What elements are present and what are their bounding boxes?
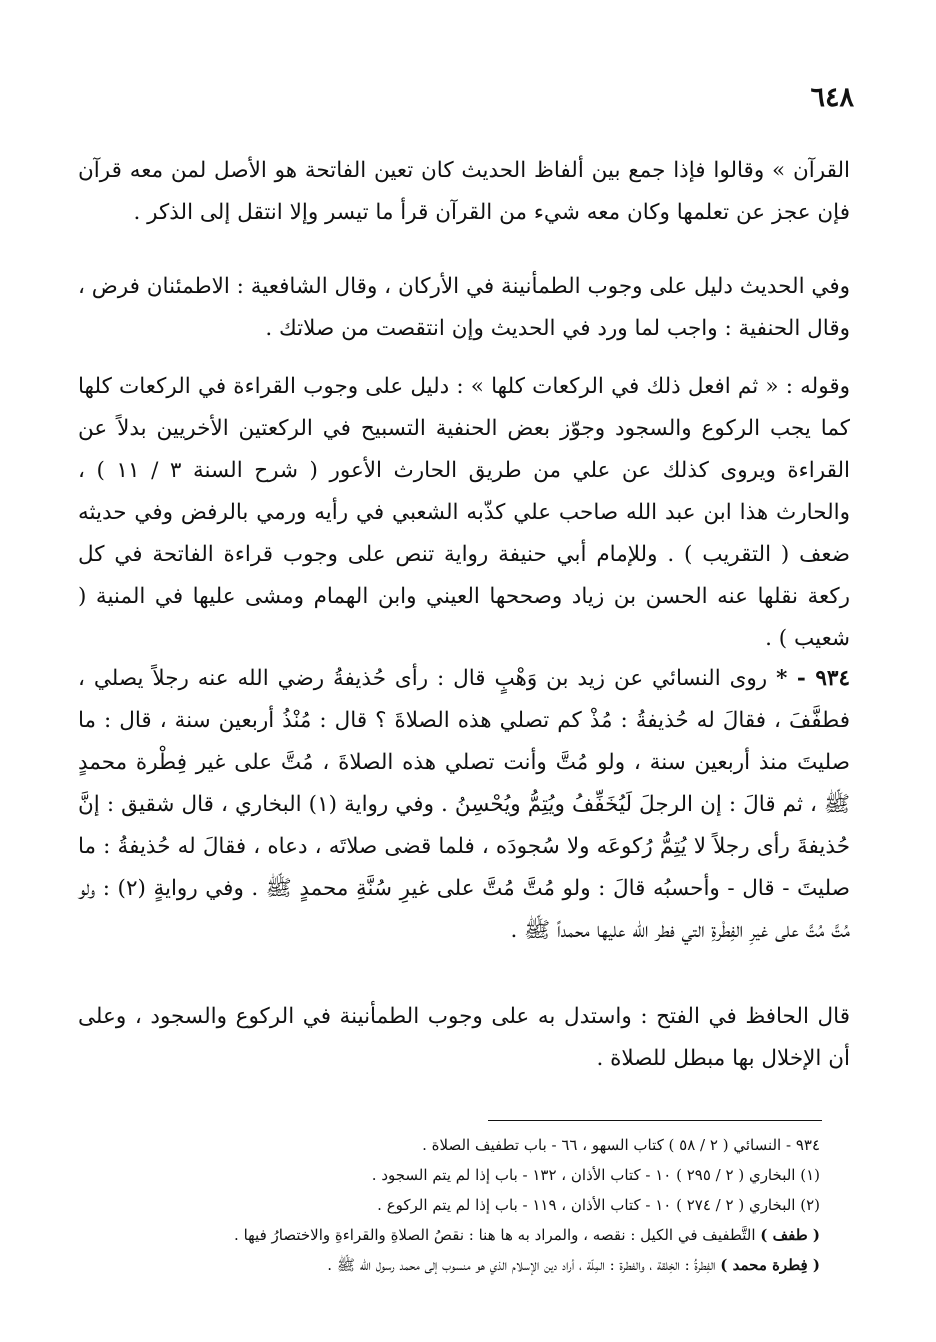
footnote-text: الفِطرةُ : الخِلقة ، والفطرة : المِلّة ، أراد دين الإسلام الذي هو منسوب إلى محمد رسول الله ﷺ . (327, 1256, 716, 1274)
paragraph-text: القرآن » وقالوا فإذا جمع بين ألفاظ الحديث كان تعين الفاتحة هو الأصل لمن معه قرآن فإن عجز عن تعلمها وكان معه شيء من القرآن قرأ ما تيسر وإلا انتقل إلى الذكر . (78, 158, 850, 225)
paragraph-hafiz-fath (78, 996, 850, 1080)
footnotes (100, 1130, 820, 1280)
paragraph-tumanina (78, 266, 850, 350)
footnote: (٢) البخاري ( ٢ / ٢٧٤ ) ١٠ - كتاب الأذان ، ١١٩ - باب إذا لم يتم الركوع . (377, 1196, 820, 1214)
paragraph-text: وقوله : « ثم افعل ذلك في الركعات كلها » : دليل على وجوب القراءة في الركعات كلها كما يجب الركوع والسجود وجوّز بعض الحنفية التسبيح في الركعتين الأخريين بدلاً عن القراءة ويروى كذلك عن علي من طريق الحارث الأعور ( شرح السنة ٣ / ١١ ) ، والحارث هذا ابن عبد الله صاحب علي كذّبه الشعبي في رأيه ورمي بالرفض وفي حديثه ضعف ( التقريب ) . وللإمام أبي حنيفة رواية تنص على وجوب قراءة الفاتحة في كل ركعة نقلها عنه الحسن بن زياد وصححها العيني وابن الهمام ومشى عليها في المنية ( شعيب ) . (78, 374, 850, 651)
hadith-text: روى النسائي عن زيد بن وَهْبٍ قال : رأى حُذيفةُ رضي الله عنه رجلاً يصلي ، فطفَّفَ ، فقالَ له حُذيفةُ : مُذْ كم تصلي هذه الصلاةَ ؟ قال : مُنْذُ أربعين سنة ، قال : ما صليتَ منذ أربعين سنة ، ولو مُتَّ وأنت تصلي هذه الصلاةَ ، مُتَّ على غير فِطْرة محمدٍ ﷺ ، ثم قالَ : إن الرجلَ لَيُخَفِّفُ ويُتِمُّ ويُحْسِنُ . وفي رواية (١) البخاري ، قال شقيق : إنَّ حُذيفةَ رأى رجلاً لا يُتِمُّ رُكوعَه ولا سُجودَه ، فلما قضى صلاتَه ، دعاه ، فقالَ له حُذيفةُ : ما صليتَ - قال - وأحسبُه قالَ : ولو مُتَّ مُتَّ على غيرِ سُنَّةِ محمدٍ ﷺ . وفي روايةٍ (٢) : ولو مُتَّ مُتَّ على غيرِ الفِطْرةِ التي فطر الله عليها محمداً ﷺ . (78, 666, 850, 943)
footnote (100, 1220, 820, 1250)
paragraph-text: وفي الحديث دليل على وجوب الطمأنينة في الأركان ، وقال الشافعية : الاطمئنان فرض ، وقال الحنفية : واجب لما ورد في الحديث وإن انتقصت من صلاتك . (78, 274, 850, 341)
footnote-term: ( طفف ) (760, 1226, 820, 1244)
paragraph-all-rakats (78, 366, 850, 660)
footnote-divider (488, 1120, 822, 1121)
footnote: ٩٣٤ - النسائي ( ٢ / ٥٨ ) كتاب السهو ، ٦٦ - باب تطفيف الصلاة . (422, 1136, 820, 1154)
paragraph-hadith-934 (78, 658, 850, 952)
page-number: ٦٤٨ (810, 82, 854, 113)
paragraph-text (78, 658, 850, 952)
hadith-number: ٩٣٤ - * (776, 666, 851, 691)
paragraph-text: قال الحافظ في الفتح : واستدل به على وجوب الطمأنينة في الركوع والسجود ، وعلى أن الإخلال بها مبطل للصلاة . (78, 1004, 850, 1071)
paragraph-quran-reading (78, 150, 850, 234)
footnote-term: ( فِطرة محمد ) (720, 1256, 820, 1274)
footnote: (١) البخاري ( ٢ / ٢٩٥ ) ١٠ - كتاب الأذان ، ١٣٢ - باب إذا لم يتم السجود . (371, 1166, 820, 1184)
footnote-text: التَّطفيف في الكيل : نقصه ، والمراد به ها هنا : نقصُ الصلاةِ والقراءةِ والاختصارُ فيها . (234, 1226, 756, 1244)
footnote (100, 1250, 820, 1280)
